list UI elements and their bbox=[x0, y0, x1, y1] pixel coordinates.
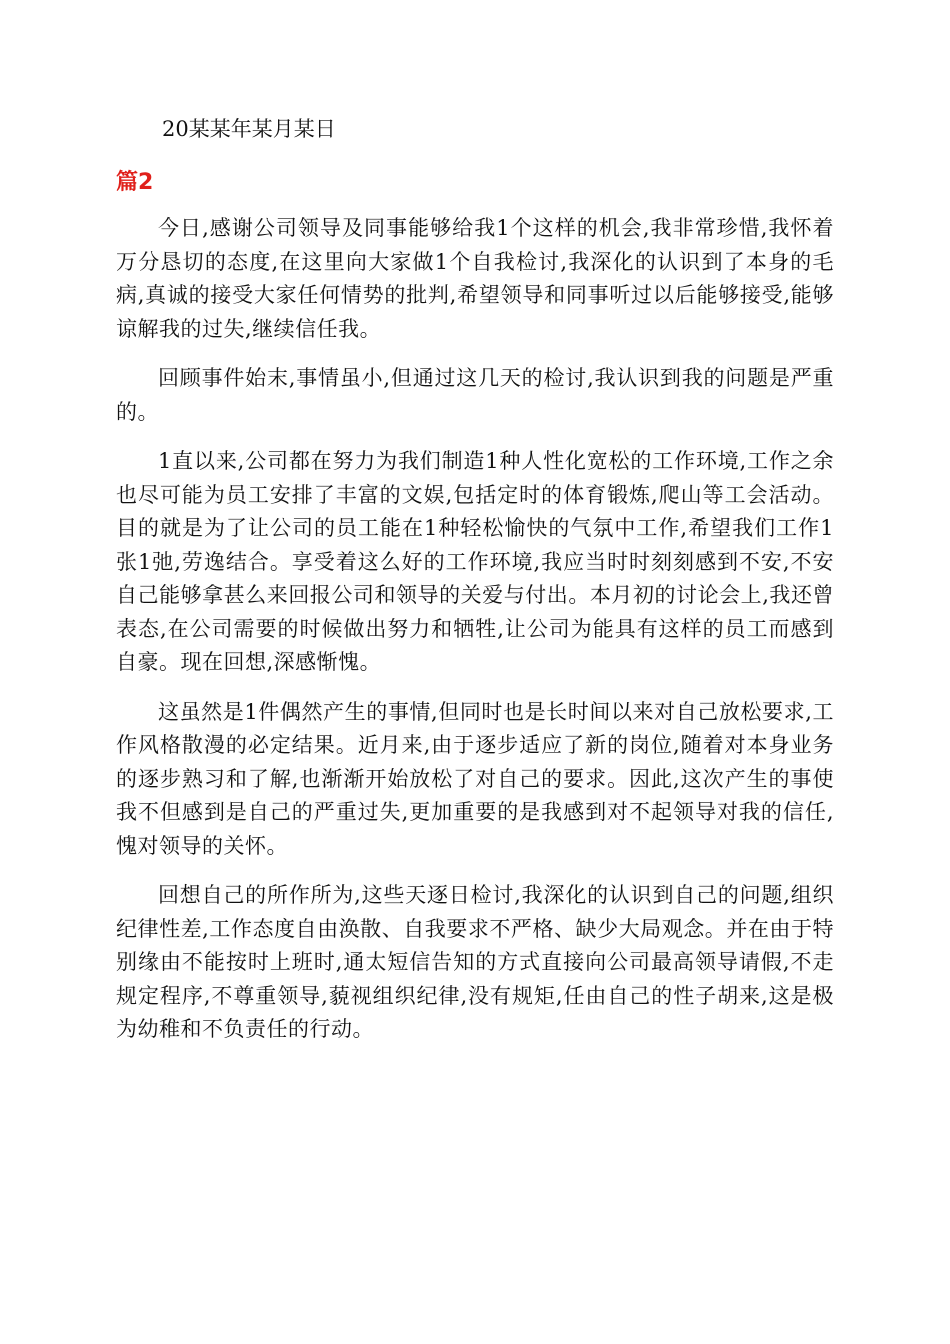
paragraph-2: 回顾事件始末,事情虽小,但通过这几天的检讨,我认识到我的问题是严重的。 bbox=[116, 366, 834, 424]
paragraph-5: 回想自己的所作所为,这些天逐日检讨,我深化的认识到自己的问题,组织纪律性差,工作态度自由涣散、自我要求不严格、缺少大局观念。并在由于特别缘由不能按时上班时,通太短信告知的方式直接向公司最高领导请假,不走规定程序,不尊重领导,藐视组织纪律,没有规矩,任由自己的性子胡来,这是极为幼稚和不负责任的行动。 bbox=[116, 883, 834, 1041]
paragraph-4: 这虽然是1件偶然产生的事情,但同时也是长时间以来对自己放松要求,工作风格散漫的必定结果。近月来,由于逐步适应了新的岗位,随着对本身业务的逐步熟习和了解,也渐渐开始放松了对自己的要求。因此,这次产生的事使我不但感到是自己的严重过失,更加重要的是我感到对不起领导对我的信任,愧对领导的关怀。 bbox=[116, 699, 834, 858]
date-line: 20某某年某月某日 bbox=[162, 117, 336, 141]
paragraph-3: 1直以来,公司都在努力为我们制造1种人性化宽松的工作环境,工作之余也尽可能为员工安排了丰富的文娱,包括定时的体育锻炼,爬山等工会活动。目的就是为了让公司的员工能在1种轻松愉快的气氛中工作,希望我们工作1张1弛,劳逸结合。享受着这么好的工作环境,我应当时时刻刻感到不安,不安自己能够拿甚么来回报公司和领导的关爱与付出。本月初的讨论会上,我还曾表态,在公司需要的时候做出努力和牺牲,让公司为能具有这样的员工而感到自豪。现在回想,深感惭愧。 bbox=[116, 449, 834, 674]
body-text bbox=[116, 212, 834, 1063]
section-heading: 篇2 bbox=[116, 170, 154, 195]
paragraph-1: 今日,感谢公司领导及同事能够给我1个这样的机会,我非常珍惜,我怀着万分恳切的态度,在这里向大家做1个自我检讨,我深化的认识到了本身的毛病,真诚的接受大家任何情势的批判,希望领导和同事听过以后能够接受,能够谅解我的过失,继续信任我。 bbox=[116, 216, 834, 341]
